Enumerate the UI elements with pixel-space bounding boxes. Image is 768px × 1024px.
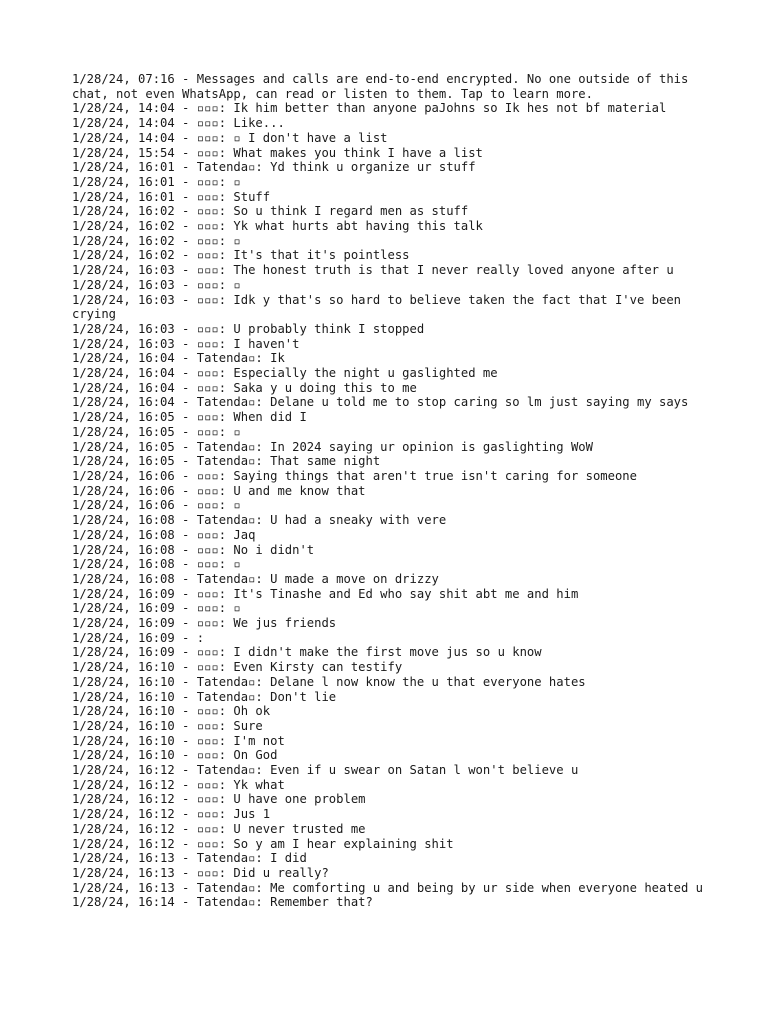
chat-line: 1/28/24, 16:05 - Tatenda▫: That same night xyxy=(72,454,381,469)
chat-line: 1/28/24, 16:12 - ▫▫▫: Jus 1 xyxy=(72,807,271,822)
chat-line: 1/28/24, 16:10 - ▫▫▫: Even Kirsty can testify xyxy=(72,660,403,675)
chat-line: 1/28/24, 16:01 - ▫▫▫: ▫ xyxy=(72,174,241,189)
chat-line: 1/28/24, 16:10 - ▫▫▫: Sure xyxy=(72,718,263,733)
chat-line: 1/28/24, 16:04 - Tatenda▫: Delane u told me to stop caring so lm just saying my says xyxy=(72,395,689,410)
chat-line: 1/28/24, 16:02 - ▫▫▫: It's that it's pointless xyxy=(72,248,410,263)
chat-line: 1/28/24, 16:05 - ▫▫▫: When did I xyxy=(72,410,307,425)
chat-line: 1/28/24, 16:10 - ▫▫▫: Oh ok xyxy=(72,704,271,719)
chat-line: 1/28/24, 16:03 - ▫▫▫: ▫ xyxy=(72,277,241,292)
chat-line: 1/28/24, 16:13 - Tatenda▫: I did xyxy=(72,851,307,866)
chat-line: 1/28/24, 16:14 - Tatenda▫: Remember that? xyxy=(72,895,373,910)
chat-line: 1/28/24, 16:06 - ▫▫▫: U and me know that xyxy=(72,483,366,498)
chat-line: 1/28/24, 16:04 - ▫▫▫: Especially the night u gaslighted me xyxy=(72,366,498,381)
chat-line: 1/28/24, 16:12 - ▫▫▫: Yk what xyxy=(72,777,285,792)
chat-line: 1/28/24, 16:08 - Tatenda▫: U had a sneaky with vere xyxy=(72,513,447,528)
chat-line: 1/28/24, 16:13 - Tatenda▫: Me comforting u and being by ur side when everyone heated u xyxy=(72,880,704,895)
chat-line: 1/28/24, 16:06 - ▫▫▫: Saying things that aren't true isn't caring for someone xyxy=(72,468,637,483)
chat-line: 1/28/24, 14:04 - ▫▫▫: ▫ I don't have a list xyxy=(72,130,388,145)
chat-line: 1/28/24, 16:12 - ▫▫▫: U never trusted me xyxy=(72,821,366,836)
chat-line: 1/28/24, 16:09 - ▫▫▫: We jus friends xyxy=(72,616,337,631)
chat-line: 1/28/24, 16:08 - ▫▫▫: Jaq xyxy=(72,527,256,542)
chat-line: 1/28/24, 16:09 - ▫▫▫: ▫ xyxy=(72,601,241,616)
chat-line: 1/28/24, 16:08 - ▫▫▫: ▫ xyxy=(72,557,241,572)
chat-line: 1/28/24, 16:10 - Tatenda▫: Don't lie xyxy=(72,689,337,704)
chat-line: 1/28/24, 16:12 - ▫▫▫: So y am I hear explaining shit xyxy=(72,836,454,851)
chat-line: 1/28/24, 14:04 - ▫▫▫: Ik him better than anyone paJohns so Ik hes not bf material xyxy=(72,101,667,116)
chat-line: 1/28/24, 16:03 - ▫▫▫: I haven't xyxy=(72,336,300,351)
chat-line: 1/28/24, 16:09 - ▫▫▫: I didn't make the first move jus so u know xyxy=(72,645,542,660)
chat-export-document xyxy=(72,72,712,910)
chat-line: 1/28/24, 16:10 - Tatenda▫: Delane l now know the u that everyone hates xyxy=(72,674,586,689)
chat-line: 1/28/24, 16:05 - Tatenda▫: In 2024 saying ur opinion is gaslighting WoW xyxy=(72,439,593,454)
chat-line: 1/28/24, 16:02 - ▫▫▫: So u think I regard men as stuff xyxy=(72,204,469,219)
chat-line: 1/28/24, 16:01 - Tatenda▫: Yd think u organize ur stuff xyxy=(72,160,476,175)
chat-line: 1/28/24, 16:03 - ▫▫▫: The honest truth is that I never really loved anyone after u xyxy=(72,263,674,278)
chat-line: 1/28/24, 16:02 - ▫▫▫: ▫ xyxy=(72,233,241,248)
chat-line: 1/28/24, 16:10 - ▫▫▫: On God xyxy=(72,748,278,763)
chat-line: 1/28/24, 16:04 - ▫▫▫: Saka y u doing this to me xyxy=(72,380,417,395)
chat-line: 1/28/24, 16:10 - ▫▫▫: I'm not xyxy=(72,733,285,748)
chat-line: 1/28/24, 16:03 - ▫▫▫: Idk y that's so hard to believe taken the fact that I've been crying xyxy=(72,292,689,322)
chat-line: 1/28/24, 16:08 - ▫▫▫: No i didn't xyxy=(72,542,315,557)
chat-line: 1/28/24, 16:01 - ▫▫▫: Stuff xyxy=(72,189,271,204)
chat-line: 1/28/24, 16:12 - Tatenda▫: Even if u swear on Satan l won't believe u xyxy=(72,763,579,778)
chat-line: 1/28/24, 16:09 - : xyxy=(72,630,205,645)
chat-line: 1/28/24, 16:04 - Tatenda▫: Ik xyxy=(72,351,285,366)
chat-line: 1/28/24, 07:16 - Messages and calls are end-to-end encrypted. No one outside of this chat, not even WhatsApp, can read or listen to them. Tap to learn more. xyxy=(72,72,696,101)
chat-line: 1/28/24, 16:13 - ▫▫▫: Did u really? xyxy=(72,865,329,880)
chat-line: 1/28/24, 16:09 - ▫▫▫: It's Tinashe and Ed who say shit abt me and him xyxy=(72,586,579,601)
chat-line: 1/28/24, 16:12 - ▫▫▫: U have one problem xyxy=(72,792,366,807)
chat-line: 1/28/24, 15:54 - ▫▫▫: What makes you think I have a list xyxy=(72,145,483,160)
chat-line: 1/28/24, 16:02 - ▫▫▫: Yk what hurts abt having this talk xyxy=(72,219,483,234)
chat-line: 1/28/24, 16:08 - Tatenda▫: U made a move on drizzy xyxy=(72,571,439,586)
chat-line: 1/28/24, 16:03 - ▫▫▫: U probably think I stopped xyxy=(72,321,425,336)
chat-line: 1/28/24, 16:06 - ▫▫▫: ▫ xyxy=(72,498,241,513)
chat-line: 1/28/24, 14:04 - ▫▫▫: Like... xyxy=(72,116,285,131)
chat-line: 1/28/24, 16:05 - ▫▫▫: ▫ xyxy=(72,424,241,439)
